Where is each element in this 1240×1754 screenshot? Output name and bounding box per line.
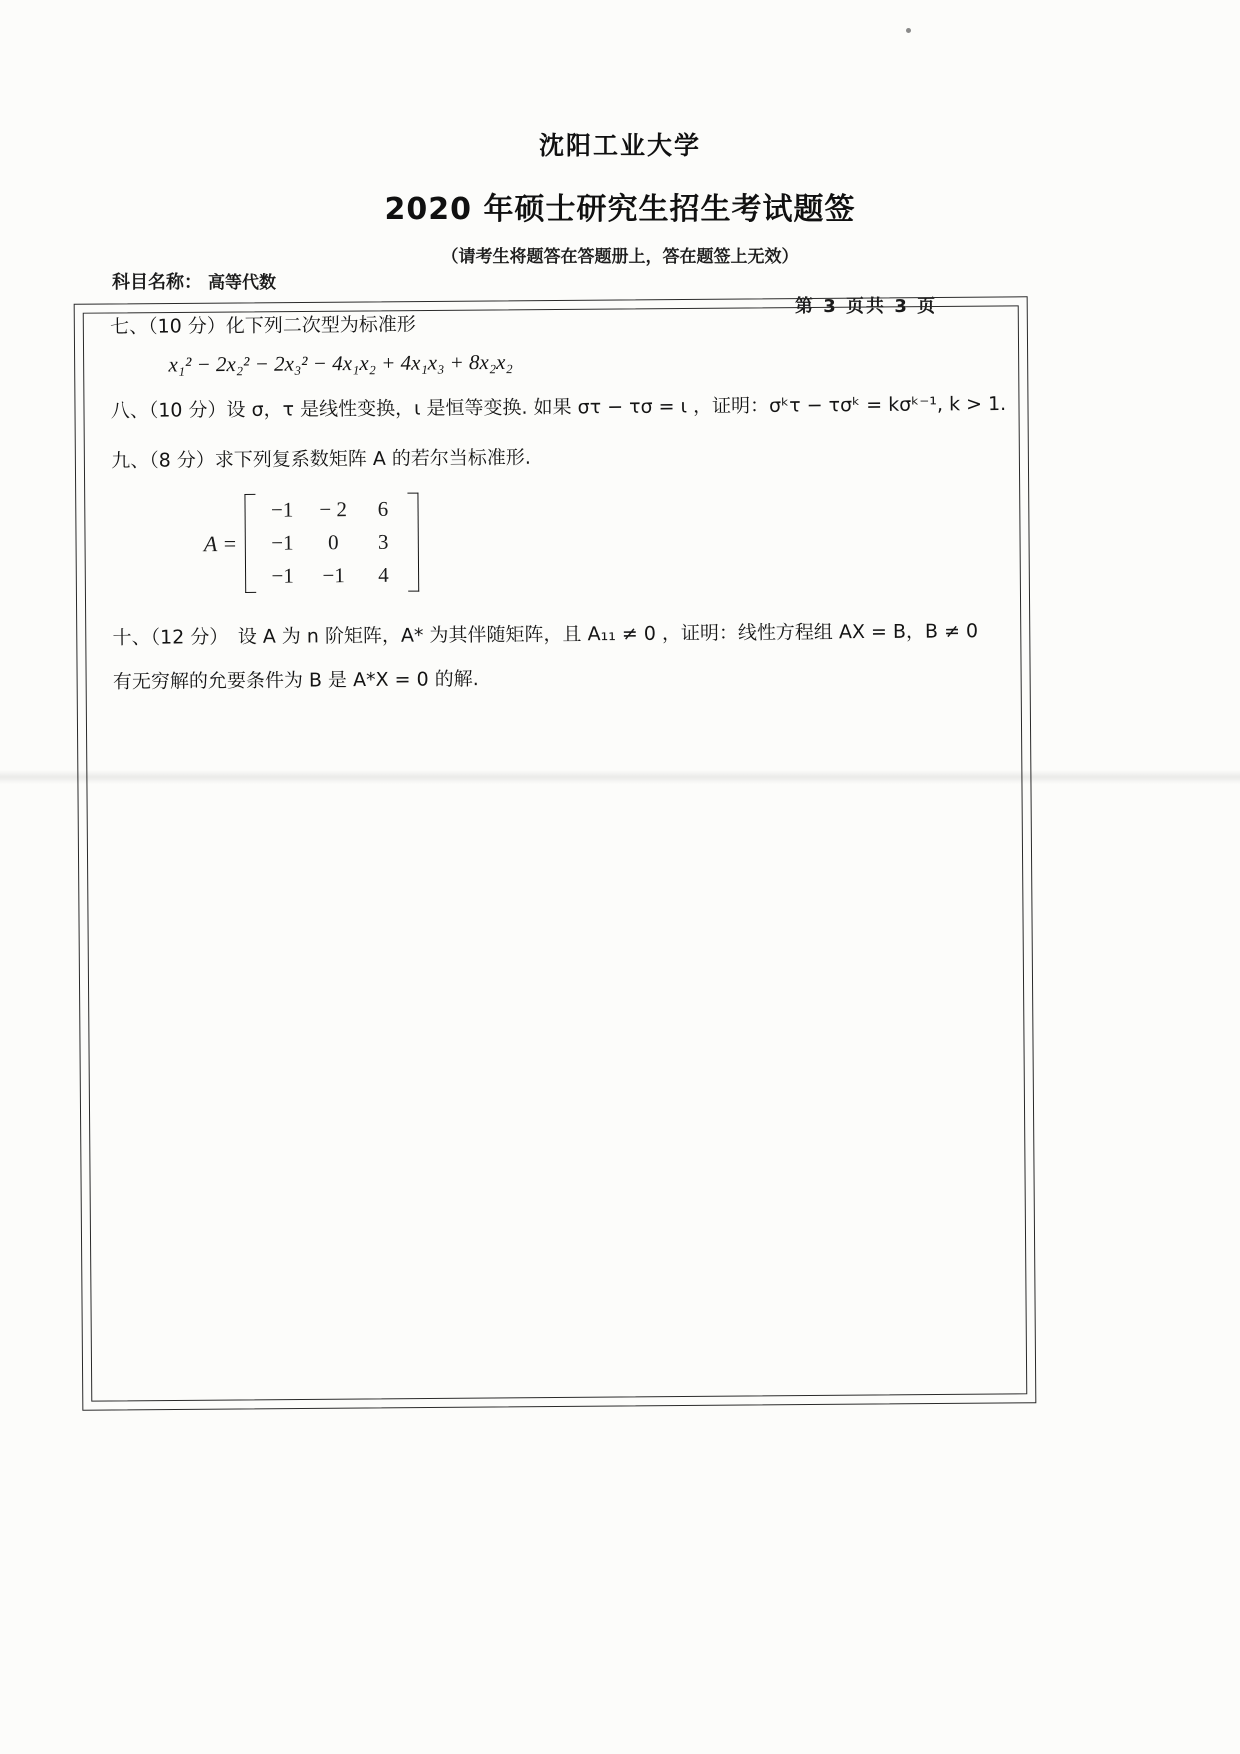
questions-container (110, 305, 1018, 709)
page-title: 2020 年硕士研究生招生考试题签 (384, 192, 856, 227)
matrix-row (258, 559, 406, 593)
matrix-row (258, 526, 406, 560)
scan-artifact-speck (906, 28, 911, 33)
matrix-cell: 6 (377, 496, 389, 521)
matrix-cell: −1 (271, 530, 294, 555)
subject-value: 高等代数 (208, 273, 276, 293)
question-7-text: 七、（10 分）化下列二次型为标准形 (110, 313, 416, 338)
exam-notice: （请考生将题答在答题册上，答在题签上无效） (441, 247, 799, 267)
question-8-text: 八、（10 分）设 σ，τ 是线性变换，ι 是恒等变换. 如果 στ − τσ = ι ，证明：σᵏτ − τσᵏ = kσᵏ⁻¹, k > 1. (110, 393, 1007, 423)
matrix-cell: −1 (270, 497, 294, 522)
matrix-cell: −1 (322, 563, 345, 588)
matrix-row (258, 493, 406, 527)
subject-label: 科目名称： (112, 272, 202, 293)
question-9-text: 九、（8 分）求下列复系数矩阵 A 的若尔当标准形. (111, 446, 531, 472)
question-7-formula: x₁² − 2x₂² − 2x₃² − 4x₁x₂ + 4x₁x₃ + 8x₂x₂ (168, 350, 513, 377)
matrix-label: A = (203, 530, 238, 556)
matrix-cell: −1 (271, 563, 294, 588)
document-header (0, 126, 1240, 267)
matrix-cell: 0 (328, 530, 339, 555)
matrix-cell: 4 (378, 562, 389, 587)
matrix-cell: − 2 (319, 497, 347, 522)
question-10-line-2: 有无穷解的允要条件为 B 是 A*X = 0 的解. (112, 668, 479, 694)
university-name: 沈阳工业大学 (538, 131, 701, 160)
bracket-right (408, 493, 420, 592)
subject-row (112, 268, 276, 294)
matrix-table (258, 493, 407, 593)
question-10-line-1: 十、（12 分） 设 A 为 n 阶矩阵，A* 为其伴随矩阵，且 A₁₁ ≠ 0 ，证明：线性方程组 AX = B，B ≠ 0 (112, 620, 979, 650)
bracket-left (245, 494, 257, 593)
page-number: 第 3 页共 3 页 (795, 296, 938, 317)
matrix-brackets (245, 493, 420, 593)
matrix-cell: 3 (377, 529, 389, 554)
question-9-matrix (203, 488, 1017, 593)
